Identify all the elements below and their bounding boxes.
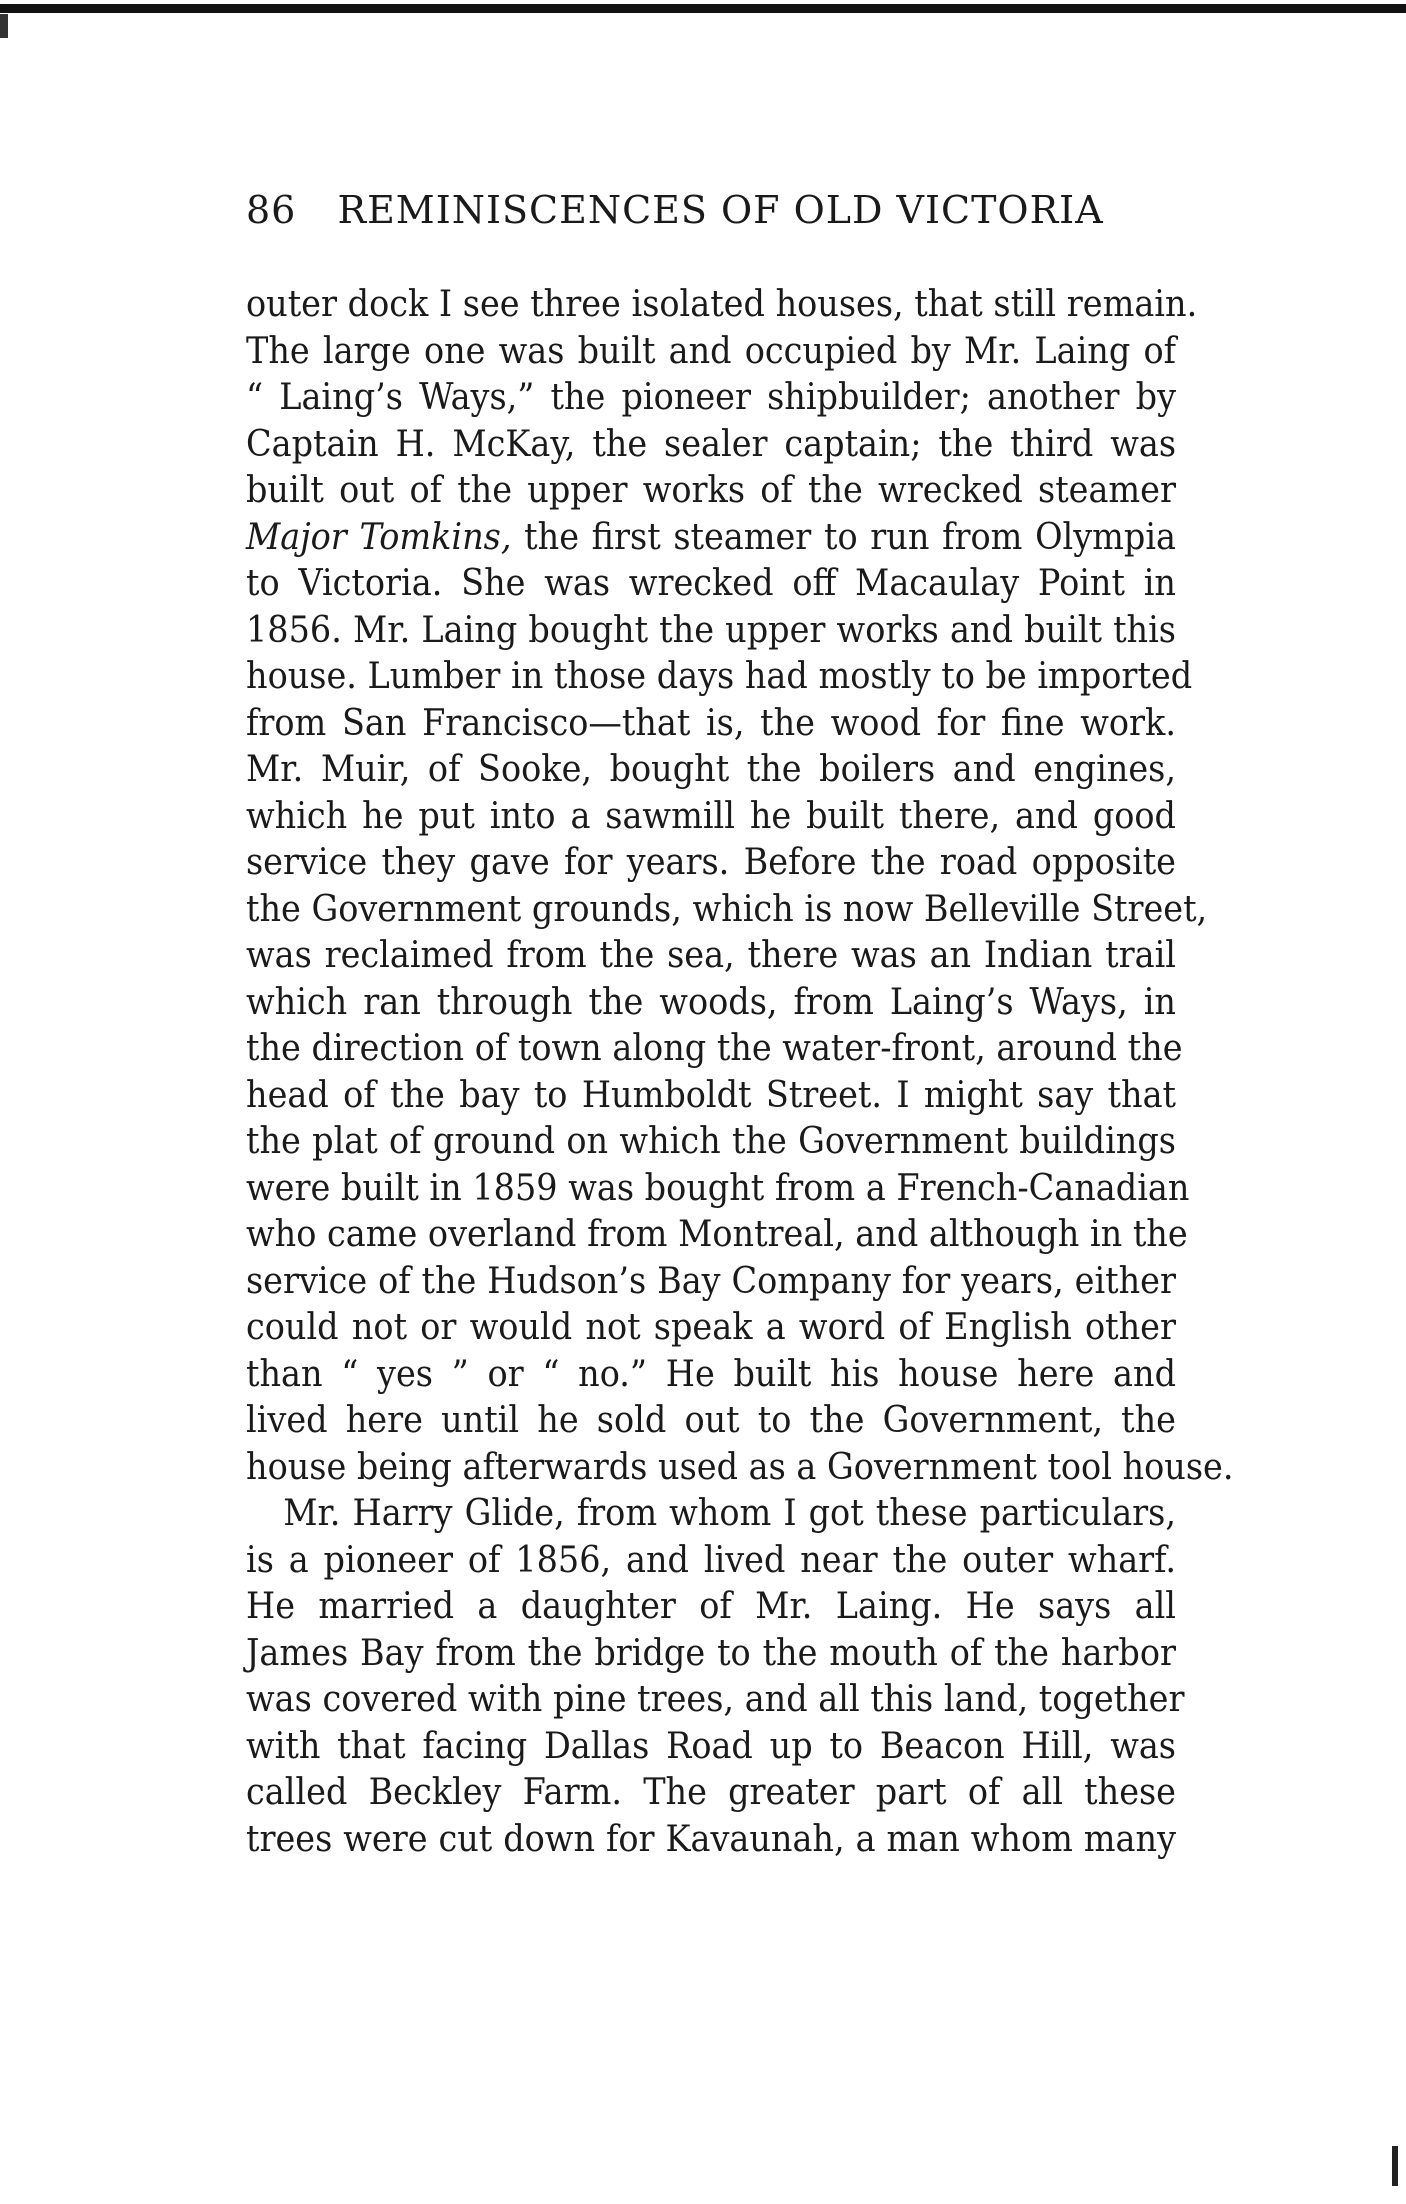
text-line: than “ yes ” or “ no.” He built his house here and: [246, 1353, 1176, 1395]
text-line: the direction of town along the water-front, around the: [246, 1028, 1183, 1069]
text-line: service they gave for years. Before the road opposite: [246, 842, 1176, 883]
text-line: which ran through the woods, from Laing’s Ways, in: [246, 981, 1176, 1023]
text-line: from San Francisco—that is, the wood for fine work.: [246, 702, 1176, 744]
text-line: was reclaimed from the sea, there was an Indian trail: [246, 935, 1176, 976]
page-number: 86: [246, 188, 297, 232]
text-line: The large one was built and occupied by Mr. Laing of: [246, 330, 1176, 372]
page-header: [246, 188, 1176, 248]
text-line: could not or would not speak a word of English other: [246, 1307, 1176, 1348]
text-line: built out of the upper works of the wrecked steamer: [246, 470, 1176, 511]
paragraph-2: [246, 1491, 1185, 1863]
paragraph-1: [246, 282, 1234, 1491]
text-line: called Beckley Farm. The greater part of all these: [246, 1772, 1176, 1813]
running-title: REMINISCENCES OF OLD VICTORIA: [337, 188, 1104, 232]
text-line: the plat of ground on which the Government buildings: [246, 1121, 1176, 1162]
text-line: which he put into a sawmill he built there, and good: [246, 795, 1176, 837]
italic-ship-name: Major Tomkins,: [246, 516, 512, 558]
text-line: trees were cut down for Kavaunah, a man whom many: [246, 1818, 1176, 1860]
scan-edge-mark: [1392, 2146, 1398, 2186]
text-line-with-italic: [246, 515, 1176, 562]
text-line: the Government grounds, which is now Belleville Street,: [246, 888, 1208, 930]
text-line: was covered with pine trees, and all this land, together: [246, 1679, 1185, 1720]
text-line: head of the bay to Humboldt Street. I might say that: [246, 1074, 1176, 1116]
text-line: 1856. Mr. Laing bought the upper works and built this: [246, 609, 1176, 651]
text-line: Mr. Muir, of Sooke, bought the boilers and engines,: [246, 749, 1176, 790]
text-line: house being afterwards used as a Government tool house.: [246, 1446, 1234, 1488]
text-line: He married a daughter of Mr. Laing. He says all: [246, 1586, 1176, 1627]
text-line: Mr. Harry Glide, from whom I got these particulars,: [283, 1493, 1176, 1534]
text-line: James Bay from the bridge to the mouth of the harbor: [246, 1632, 1176, 1674]
body-text: [246, 282, 1234, 1863]
text-line: outer dock I see three isolated houses, that still remain.: [246, 284, 1198, 325]
text-line: with that facing Dallas Road up to Beacon Hill, was: [246, 1725, 1176, 1767]
text-line: were built in 1859 was bought from a French-Canadian: [246, 1167, 1190, 1209]
scan-corner-mark: [0, 14, 8, 38]
text-line: “ Laing’s Ways,” the pioneer shipbuilder; another by: [246, 377, 1176, 418]
text-line: service of the Hudson’s Bay Company for years, either: [246, 1260, 1176, 1302]
text-line: house. Lumber in those days had mostly to be imported: [246, 656, 1193, 697]
text-line: Captain H. McKay, the sealer captain; the third was: [246, 423, 1176, 465]
text-line: is a pioneer of 1856, and lived near the outer wharf.: [246, 1539, 1176, 1581]
text-line: to Victoria. She was wrecked off Macaulay Point in: [246, 563, 1176, 604]
text-line: who came overland from Montreal, and although in the: [246, 1214, 1188, 1255]
top-border-rule: [0, 4, 1406, 13]
text-line-rest: the first steamer to run from Olympia: [524, 516, 1176, 558]
text-line: lived here until he sold out to the Government, the: [246, 1400, 1176, 1441]
